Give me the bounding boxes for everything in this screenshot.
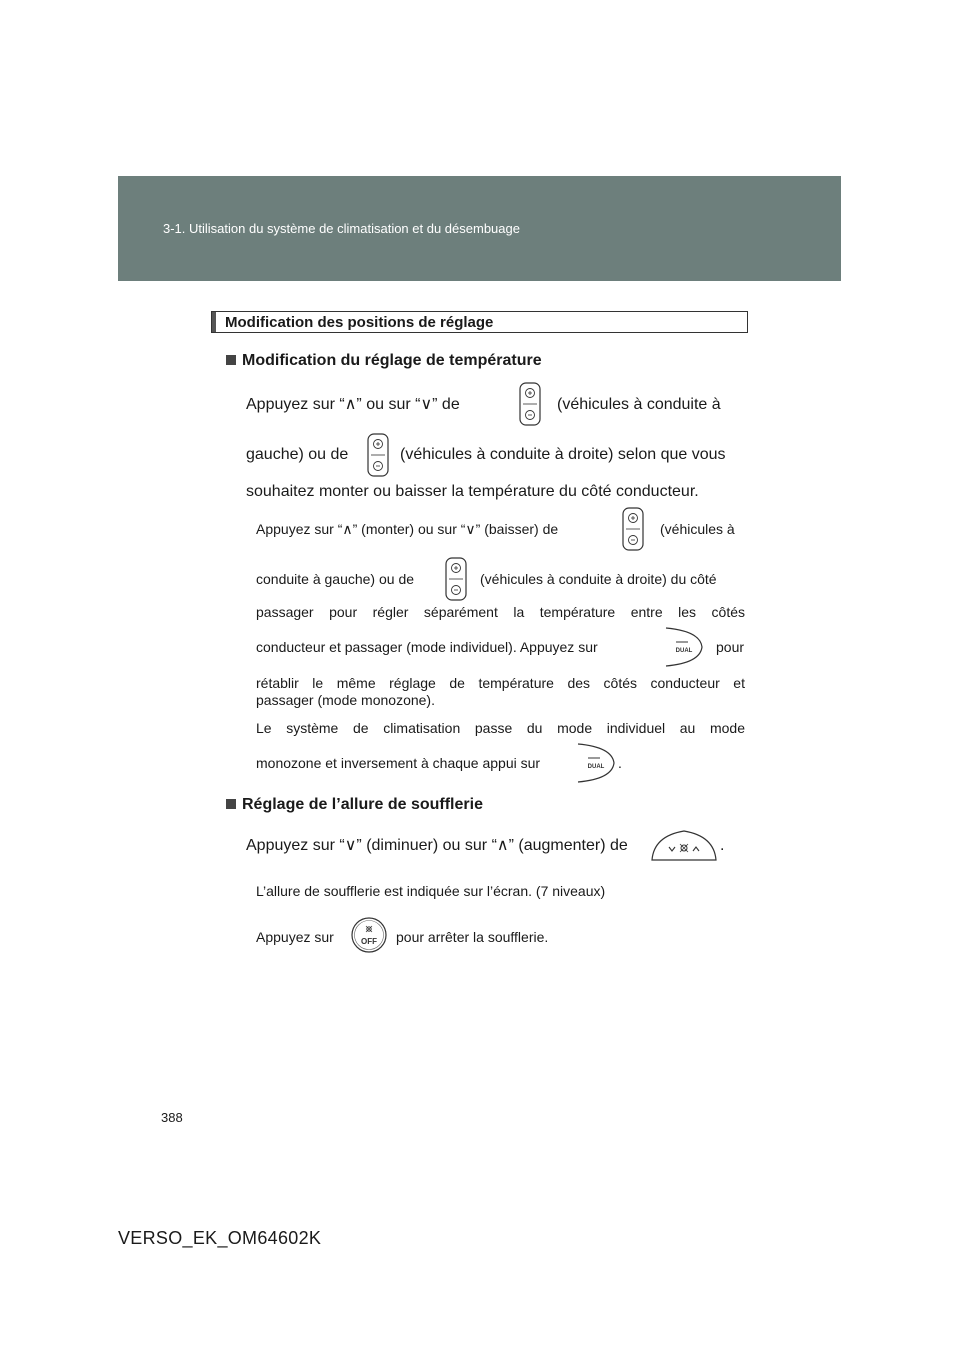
temp-note1-line3: passager pour régler séparément la température entre les côtés bbox=[256, 604, 745, 620]
temp-note1-line1a: Appuyez sur “∧” (monter) ou sur “∨” (baisser) de bbox=[256, 521, 559, 537]
temperature-heading-row bbox=[226, 352, 542, 370]
temp-switch-icon bbox=[622, 507, 644, 551]
temp-switch-icon bbox=[367, 433, 389, 477]
temp-para1-line2b: (véhicules à conduite à droite) selon que vous bbox=[400, 446, 726, 463]
section-title: Modification des positions de réglage bbox=[225, 314, 494, 331]
square-bullet-icon bbox=[226, 355, 236, 365]
temp-note1-line4b: pour bbox=[716, 639, 745, 655]
footer-document-code: VERSO_EK_OM64602K bbox=[118, 1228, 322, 1248]
dual-icon-label: DUAL bbox=[675, 648, 693, 654]
fan-para-b: . bbox=[720, 837, 725, 854]
temp-note1-line5: rétablir le même réglage de température des côtés conducteur et bbox=[256, 675, 745, 691]
header-band bbox=[118, 176, 841, 281]
off-icon-label: OFF bbox=[361, 937, 377, 946]
temp-para1-line3: souhaitez monter ou baisser la température du côté conducteur. bbox=[246, 483, 699, 500]
temp-note1-line2b: (véhicules à conduite à droite) du côté bbox=[480, 571, 717, 587]
temp-note1-line1b: (véhicules à bbox=[660, 521, 735, 537]
temp-para1-line2a: gauche) ou de bbox=[246, 446, 349, 463]
temp-note1-line2a: conduite à gauche) ou de bbox=[256, 571, 415, 587]
temp-switch-icon bbox=[519, 382, 541, 426]
header-section-label: 3-1. Utilisation du système de climatisation et du désembuage bbox=[163, 221, 520, 236]
temp-para1-line1b: (véhicules à conduite à bbox=[557, 396, 721, 413]
temperature-heading: Modification du réglage de température bbox=[242, 352, 542, 369]
temp-note1-line6: passager (mode monozone). bbox=[256, 692, 435, 708]
temp-switch-icon bbox=[445, 557, 467, 601]
fan-para-a: Appuyez sur “∨” (diminuer) ou sur “∧” (augmenter) de bbox=[246, 837, 628, 854]
fan-note2b: pour arrêter la soufflerie. bbox=[396, 929, 549, 945]
fan-note2a: Appuyez sur bbox=[256, 929, 334, 945]
section-title-bar bbox=[212, 312, 216, 332]
temp-para1-line1a: Appuyez sur “∧” ou sur “∨” de bbox=[246, 396, 460, 413]
fan-off-button-icon bbox=[350, 915, 388, 955]
temp-note2-line2b: . bbox=[618, 755, 622, 771]
fan-heading: Réglage de l’allure de soufflerie bbox=[242, 796, 483, 813]
page-number: 388 bbox=[161, 1110, 183, 1125]
fan-heading-row bbox=[226, 796, 483, 814]
temp-note2-line1: Le système de climatisation passe du mode individuel au mode bbox=[256, 720, 745, 736]
temp-note2-line2a: monozone et inversement à chaque appui sur bbox=[256, 755, 541, 771]
fan-note1: L’allure de soufflerie est indiquée sur l’écran. (7 niveaux) bbox=[256, 883, 606, 899]
dual-button-icon bbox=[662, 625, 706, 669]
dual-button-icon bbox=[574, 741, 618, 785]
fan-speed-switch-icon bbox=[650, 828, 718, 862]
temp-note1-line4a: conducteur et passager (mode individuel). Appuyez sur bbox=[256, 639, 598, 655]
section-title-box bbox=[211, 311, 748, 333]
square-bullet-icon bbox=[226, 799, 236, 809]
dual-icon-label: DUAL bbox=[587, 764, 605, 770]
